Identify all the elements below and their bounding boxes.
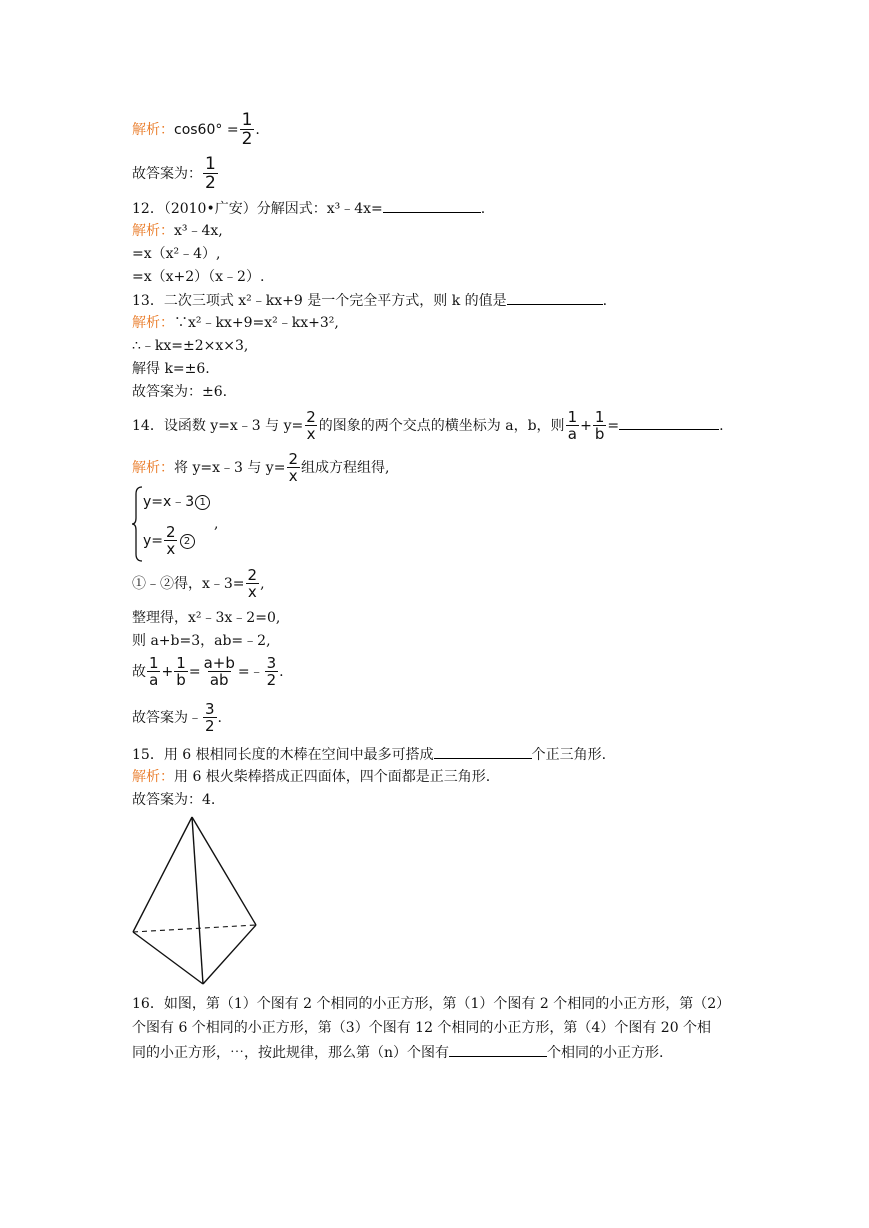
equation-2: y= $\frac{2}{x}$ 2 (143, 525, 195, 557)
q12-step: =x（x²﹣4）, (132, 246, 221, 262)
q14-step1: ①﹣②得，x﹣3= $\frac{2}{x}$ , (132, 566, 265, 601)
q14-analysis: 解析：将 y=x﹣3 与 y= $\frac{2}{x}$ 组成方程组得, (132, 450, 390, 485)
fraction-2-over-x: $\frac{2}{x}$ (306, 408, 316, 443)
answer-blank[interactable] (507, 290, 603, 305)
q13-answer: 故答案为：±6. (132, 384, 228, 400)
fraction-2-over-x: $\frac{2}{x}$ (166, 523, 176, 558)
fraction-3-over-2: $\frac{3}{2}$ (266, 654, 277, 689)
q14-step4: 故 $\frac{1}{a}$ + $\frac{1}{b}$ = $\frac{a+b}{ab}$ =﹣ $\frac{3}{2}$ . (132, 654, 284, 689)
fraction-1-over-a: $\frac{1}{a}$ (567, 408, 578, 443)
answer-blank[interactable] (619, 415, 719, 430)
q16-line: 16．如图，第（1）个图有 2 个相同的小正方形，第（1）个图有 2 个相同的小正方形，第（2） (132, 996, 731, 1012)
answer-blank[interactable] (449, 1042, 547, 1057)
q11-analysis: 解析：cos60° = $\frac{1}{2}$ . (132, 110, 260, 149)
cos-expression: cos60° = (174, 122, 239, 138)
circled-number-2: 2 (180, 534, 195, 549)
circled-number-1: 1 (195, 495, 210, 510)
system-comma: , (214, 516, 219, 532)
q16-line: 个图有 6 个相同的小正方形，第（3）个图有 12 个相同的小正方形，第（4）个图有 20 个相 (132, 1020, 712, 1036)
fraction-3-over-2: $\frac{3}{2}$ (205, 700, 215, 735)
q14-stem: 14．设函数 y=x﹣3 与 y= $\frac{2}{x}$ 的图象的两个交点的横坐标为 a，b，则 $\frac{1}{a}$ + $\frac{1}{b}$ = . (132, 408, 724, 443)
fraction-1-over-a: $\frac{1}{a}$ (149, 654, 159, 689)
q15-answer: 故答案为：4. (132, 792, 216, 808)
q12-step: =x（x+2）（x﹣2）. (132, 269, 265, 285)
fraction-1-over-b: $\frac{1}{b}$ (176, 654, 186, 689)
q15-stem: 15．用 6 根相同长度的木棒在空间中最多可搭成 个正三角形. (132, 744, 606, 765)
analysis-label: 解析： (132, 122, 174, 138)
fraction-2-over-x: $\frac{2}{x}$ (288, 450, 298, 485)
q13-step: ∴﹣kx=±2×x×3, (132, 338, 249, 354)
q16-line: 同的小正方形，⋯，按此规律，那么第（n）个图有 个相同的小正方形. (132, 1042, 663, 1063)
q12-stem: 12．（2010•广安）分解因式：x³﹣4x= . (132, 198, 485, 219)
q14-step2: 整理得，x²﹣3x﹣2=0, (132, 610, 281, 626)
q11-answer: 故答案为： $\frac{1}{2}$ (132, 154, 216, 193)
q13-analysis: 解析：∵x²﹣kx+9=x²﹣kx+3², (132, 315, 339, 331)
q13-stem: 13．二次三项式 x²﹣kx+9 是一个完全平方式，则 k 的值是 . (132, 290, 607, 311)
answer-blank[interactable] (434, 744, 532, 759)
q14-answer: 故答案为﹣ $\frac{3}{2}$ . (132, 700, 222, 735)
fraction-2-over-x: $\frac{2}{x}$ (247, 566, 258, 601)
tetrahedron-figure (128, 812, 262, 988)
answer-blank[interactable] (383, 198, 481, 213)
fraction-1-over-b: $\frac{1}{b}$ (594, 408, 605, 443)
q15-analysis: 解析：用 6 根火柴棒搭成正四面体，四个面都是正三角形. (132, 769, 491, 785)
equation-1: y=x﹣3 1 (143, 492, 210, 512)
fraction-sum-over-product: $\frac{a+b}{ab}$ (203, 654, 235, 689)
q14-step3: 则 a+b=3，ab=﹣2, (132, 633, 271, 649)
q13-step: 解得 k=±6. (132, 361, 210, 377)
q12-analysis: 解析：x³﹣4x, (132, 223, 223, 239)
fraction-one-half: $\frac{1}{2}$ (205, 154, 216, 193)
fraction-one-half: $\frac{1}{2}$ (241, 110, 253, 149)
